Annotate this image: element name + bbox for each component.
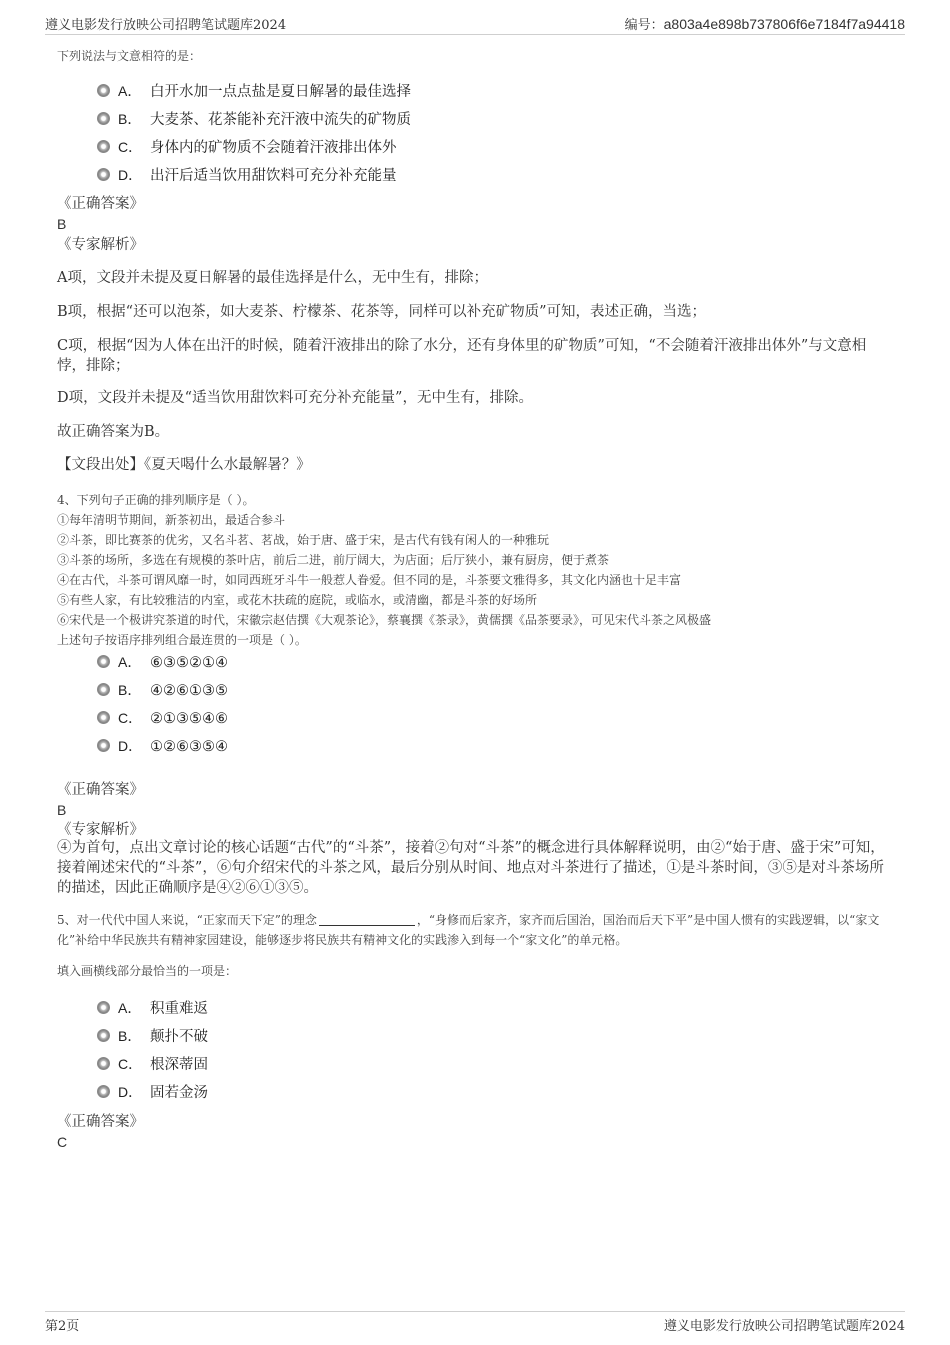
radio-icon[interactable]: [97, 711, 110, 724]
q4-sentence-2: ②斗茶，即比赛茶的优劣，又名斗茗、茗战，始于唐、盛于宋，是古代有钱有闲人的一种雅玩: [57, 533, 550, 547]
radio-icon[interactable]: [97, 683, 110, 696]
q3-option-c[interactable]: [97, 136, 397, 158]
code-label: 编号：: [624, 18, 664, 33]
option-key: C．: [118, 139, 143, 155]
q4-answer-label: 《正确答案》: [57, 782, 144, 798]
radio-icon[interactable]: [97, 1057, 110, 1070]
option-text: 大麦茶、花茶能补充汗液中流失的矿物质: [150, 112, 411, 128]
page-number: 第2页: [45, 1319, 80, 1334]
q3-analysis-c: C项，根据“因为人体在出汗的时候，随着汗液排出的除了水分，还有身体里的矿物质”可知，“不会随着汗液排出体外”与文意相悖，排除；: [57, 338, 867, 374]
option-text: 颠扑不破: [150, 1029, 208, 1045]
q3-option-a[interactable]: [97, 80, 411, 102]
radio-icon[interactable]: [97, 1029, 110, 1042]
q5-prompt: 填入画横线部分最恰当的一项是：: [57, 964, 238, 978]
page-footer: [45, 1311, 905, 1334]
page-header: [45, 12, 905, 35]
q4-option-c[interactable]: [97, 707, 228, 729]
radio-icon[interactable]: [97, 168, 110, 181]
radio-icon[interactable]: [97, 1085, 110, 1098]
option-text: ⑥③⑤②①④: [150, 655, 228, 671]
q4-analysis: ④为首句，点出文章讨论的核心话题“古代”的“斗茶”，接着②句对“斗茶”的概念进行具体解释说明，由②“始于唐、盛于宋”可知，接着阐述宋代的“斗茶”，⑥句介绍宋代的斗茶之风，最后分别从时间、地点对斗茶进行了描述，①是斗茶时间，③⑤是对斗茶场所的描述，因此正确顺序是④②⑥①③⑤。: [57, 840, 885, 896]
option-key: B．: [118, 682, 142, 698]
radio-icon[interactable]: [97, 739, 110, 752]
q3-option-b[interactable]: [97, 108, 411, 130]
option-text: 固若金汤: [150, 1085, 208, 1101]
q3-conclusion: 故正确答案为B。: [57, 424, 170, 440]
q3-analysis-d: D项，文段并未提及“适当饮用甜饮料可充分补充能量”，无中生有，排除。: [57, 390, 533, 406]
option-text: 根深蒂固: [150, 1057, 208, 1073]
q5-option-b[interactable]: [97, 1025, 208, 1047]
radio-icon[interactable]: [97, 1001, 110, 1014]
q5-option-c[interactable]: [97, 1053, 208, 1075]
q4-option-b[interactable]: [97, 679, 228, 701]
option-text: 出汗后适当饮用甜饮料可充分补充能量: [150, 168, 397, 184]
radio-icon[interactable]: [97, 140, 110, 153]
option-text: ④②⑥①③⑤: [150, 683, 228, 699]
option-text: 身体内的矿物质不会随着汗液排出体外: [150, 140, 397, 156]
q5-stem: [57, 910, 890, 950]
option-key: D．: [118, 167, 143, 183]
q3-option-d[interactable]: [97, 164, 397, 186]
q3-analysis-label: 《专家解析》: [57, 237, 144, 253]
option-key: D．: [118, 738, 143, 754]
footer-title: 遵义电影发行放映公司招聘笔试题库2024: [663, 1319, 905, 1334]
radio-icon[interactable]: [97, 84, 110, 97]
option-key: C．: [118, 710, 143, 726]
q5-blank: [319, 913, 415, 926]
document-code: [625, 14, 905, 33]
q3-answer: B: [57, 216, 67, 232]
q4-sentence-6: ⑥宋代是一个极讲究茶道的时代，宋徽宗赵佶撰《大观茶论》，蔡襄撰《茶录》，黄儒撰《品茶要录》，可见宋代斗茶之风极盛: [57, 613, 712, 627]
option-text: ①②⑥③⑤④: [150, 739, 228, 755]
option-key: D．: [118, 1084, 143, 1100]
q4-stem: 4、下列句子正确的排列顺序是（ ）。: [57, 493, 255, 507]
q4-sentence-4: ④在古代，斗茶可谓风靡一时，如同西班牙斗牛一般惹人眷爱。但不同的是，斗茶要文雅得多，其文化内涵也十足丰富: [57, 573, 682, 587]
q4-option-a[interactable]: [97, 651, 228, 673]
option-key: A．: [118, 83, 142, 99]
q3-answer-label: 《正确答案》: [57, 196, 144, 212]
option-text: ②①③⑤④⑥: [150, 711, 228, 727]
q5-option-a[interactable]: [97, 997, 208, 1019]
q5-stem-part-a: 5、对一代代中国人来说，“正家而天下定”的理念: [57, 913, 317, 927]
q4-analysis-label: 《专家解析》: [57, 822, 144, 838]
q4-sentence-1: ①每年清明节期间，新茶初出，最适合参斗: [57, 513, 286, 527]
q4-sentence-3: ③斗茶的场所，多选在有规模的茶叶店，前后二进，前厅阔大，为店面；后厅狭小，兼有厨房，便于煮茶: [57, 553, 610, 567]
radio-icon[interactable]: [97, 655, 110, 668]
q5-option-d[interactable]: [97, 1081, 208, 1103]
code-value: a803a4e898b737806f6e7184f7a94418: [663, 16, 905, 32]
q5-stem-part-b: ，“身修而后家齐，家齐而后国治，国治而后天下平”是中国人惯有的实践逻辑，以“家文化”补给中华民族共有精神家园建设，能够逐步将民族共有精神文化的实践渗入到每一个“家文化”的单元格。: [57, 913, 880, 947]
radio-icon[interactable]: [97, 112, 110, 125]
q3-analysis-b: B项，根据“还可以泡茶，如大麦茶、柠檬茶、花茶等，同样可以补充矿物质”可知，表述正确，当选；: [57, 304, 706, 320]
q4-sentence-5: ⑤有些人家，有比较雅洁的内室，或花木扶疏的庭院，或临水，或清幽，都是斗茶的好场所: [57, 593, 538, 607]
q3-source: 【文段出处】《夏天喝什么水最解暑？》: [57, 457, 311, 473]
option-key: A．: [118, 654, 142, 670]
option-key: C．: [118, 1056, 143, 1072]
q5-answer: C: [57, 1134, 68, 1150]
q3-analysis-a: A项，文段并未提及夏日解暑的最佳选择是什么，无中生有，排除；: [57, 270, 488, 286]
q3-stem: 下列说法与文意相符的是：: [57, 49, 202, 63]
q4-answer: B: [57, 802, 67, 818]
option-key: B．: [118, 111, 142, 127]
q4-option-d[interactable]: [97, 735, 228, 757]
header-title: 遵义电影发行放映公司招聘笔试题库2024: [45, 18, 287, 33]
option-key: B．: [118, 1028, 142, 1044]
q4-question: 上述句子按语序排列组合最连贯的一项是（ ）。: [57, 633, 307, 647]
option-text: 白开水加一点点盐是夏日解暑的最佳选择: [150, 84, 411, 100]
option-text: 积重难返: [150, 1001, 208, 1017]
q5-answer-label: 《正确答案》: [57, 1114, 144, 1130]
option-key: A．: [118, 1000, 142, 1016]
